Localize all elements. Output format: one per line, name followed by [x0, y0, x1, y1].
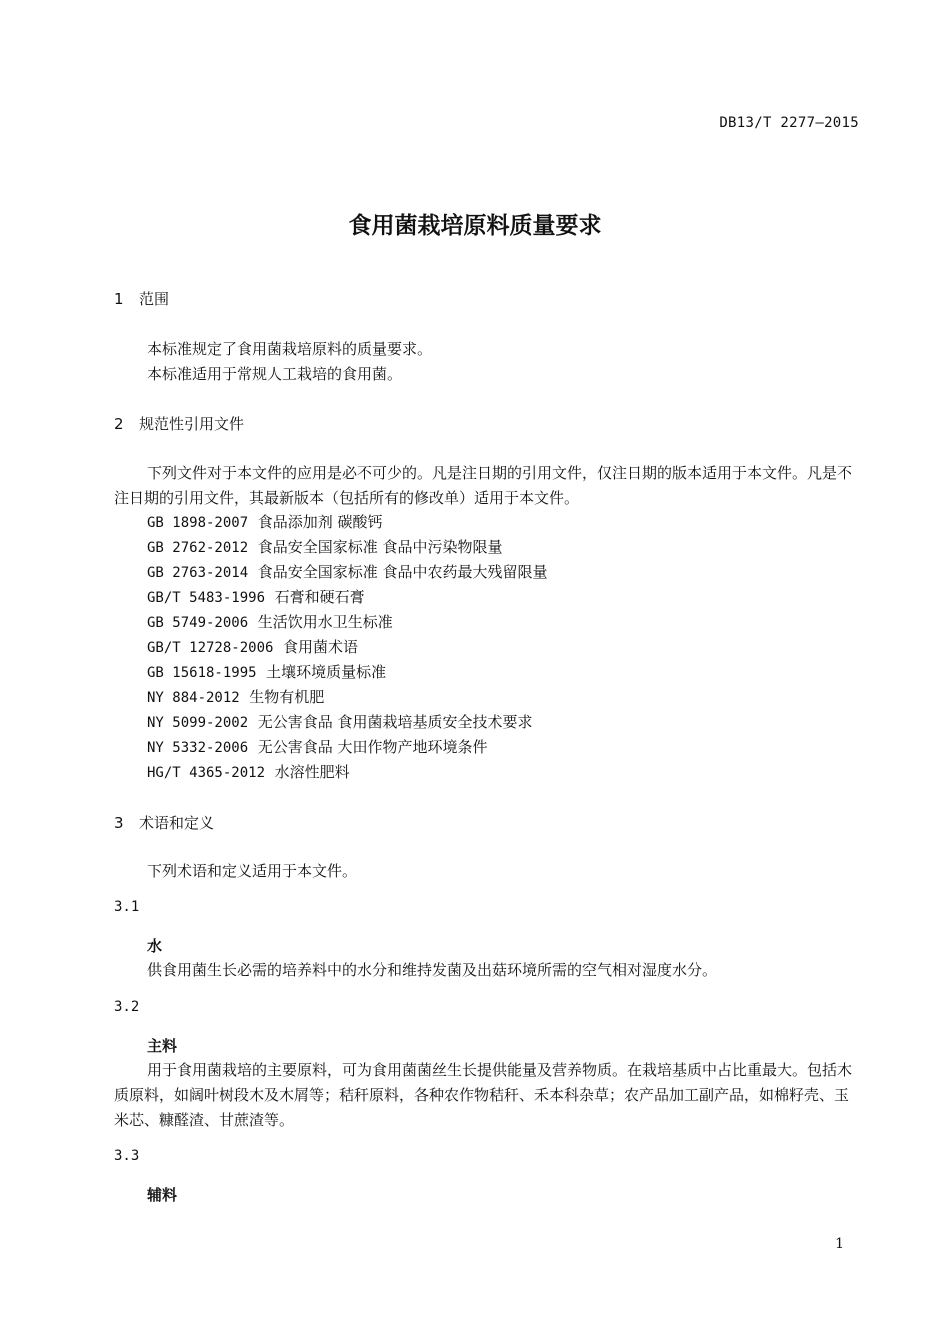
reference-name: 石膏和硬石膏 — [274, 588, 365, 606]
reference-item — [147, 761, 350, 782]
references-intro-paragraph — [114, 461, 862, 511]
reference-code: GB/T 5483-1996 — [147, 590, 266, 606]
reference-code: GB 1898-2007 — [147, 515, 249, 531]
reference-code: HG/T 4365-2012 — [147, 765, 266, 781]
reference-code: NY 5332-2006 — [147, 740, 249, 756]
references-intro-text: 下列文件对于本文件的应用是必不可少的。凡是注日期的引用文件，仅注日期的版本适用于本文件。凡是不注日期的引用文件，其最新版本（包括所有的修改单）适用于本文件。 — [114, 464, 853, 507]
reference-code: GB 2763-2014 — [147, 565, 249, 581]
reference-name: 食品安全国家标准 食品中农药最大残留限量 — [257, 563, 548, 581]
reference-name: 土壤环境质量标准 — [266, 663, 387, 681]
term-name: 主料 — [147, 1037, 178, 1055]
term-definition: 供食用菌生长必需的培养料中的水分和维持发菌及出菇环境所需的空气相对湿度水分。 — [147, 961, 718, 979]
reference-item — [147, 611, 393, 632]
reference-code: NY 5099-2002 — [147, 715, 249, 731]
reference-name: 食品安全国家标准 食品中污染物限量 — [257, 538, 503, 556]
reference-item — [147, 686, 324, 707]
section-3-heading — [114, 812, 214, 833]
reference-name: 无公害食品 大田作物产地环境条件 — [257, 738, 488, 756]
page-number: 1 — [835, 1236, 844, 1252]
reference-item — [147, 636, 358, 657]
section-number: 2 — [114, 415, 124, 433]
term-number: 3.3 — [114, 1148, 140, 1164]
section-2-heading — [114, 413, 244, 434]
reference-item — [147, 711, 532, 732]
reference-name: 生物有机肥 — [249, 688, 325, 706]
scope-line-2: 本标准适用于常规人工栽培的食用菌。 — [147, 365, 403, 383]
reference-code: GB 15618-1995 — [147, 665, 257, 681]
term-definition-paragraph — [114, 1058, 862, 1133]
section-number: 3 — [114, 814, 124, 832]
term-definition: 用于食用菌栽培的主要原料，可为食用菌菌丝生长提供能量及营养物质。在栽培基质中占比重最大。包括木质原料，如阔叶树段木及木屑等；秸秆原料，各种农作物秸秆、禾本科杂草；农产品加工副产品，如棉籽壳、玉米芯、糠醛渣、甘蔗渣等。 — [114, 1061, 853, 1129]
reference-code: GB/T 12728-2006 — [147, 640, 274, 656]
term-name: 辅料 — [147, 1186, 178, 1204]
reference-item — [147, 511, 382, 532]
reference-item — [147, 661, 386, 682]
section-title: 规范性引用文件 — [139, 415, 245, 433]
reference-name: 生活饮用水卫生标准 — [257, 613, 393, 631]
terms-intro: 下列术语和定义适用于本文件。 — [147, 862, 358, 880]
term-number: 3.1 — [114, 899, 140, 915]
reference-name: 食品添加剂 碳酸钙 — [257, 513, 383, 531]
reference-item — [147, 736, 487, 757]
document-title: 食用菌栽培原料质量要求 — [348, 213, 602, 239]
section-title: 范围 — [139, 290, 170, 308]
section-title: 术语和定义 — [139, 814, 215, 832]
reference-item — [147, 536, 502, 557]
scope-line-1: 本标准规定了食用菌栽培原料的质量要求。 — [147, 340, 433, 358]
reference-item — [147, 586, 365, 607]
reference-code: GB 5749-2006 — [147, 615, 249, 631]
reference-code: GB 2762-2012 — [147, 540, 249, 556]
reference-name: 无公害食品 食用菌栽培基质安全技术要求 — [257, 713, 533, 731]
standard-number: DB13/T 2277—2015 — [719, 115, 859, 131]
reference-name: 食用菌术语 — [282, 638, 358, 656]
reference-item — [147, 561, 547, 582]
section-number: 1 — [114, 290, 124, 308]
term-name: 水 — [147, 937, 163, 955]
reference-code: NY 884-2012 — [147, 690, 240, 706]
section-1-heading — [114, 288, 169, 309]
term-number: 3.2 — [114, 999, 140, 1015]
reference-name: 水溶性肥料 — [274, 763, 350, 781]
